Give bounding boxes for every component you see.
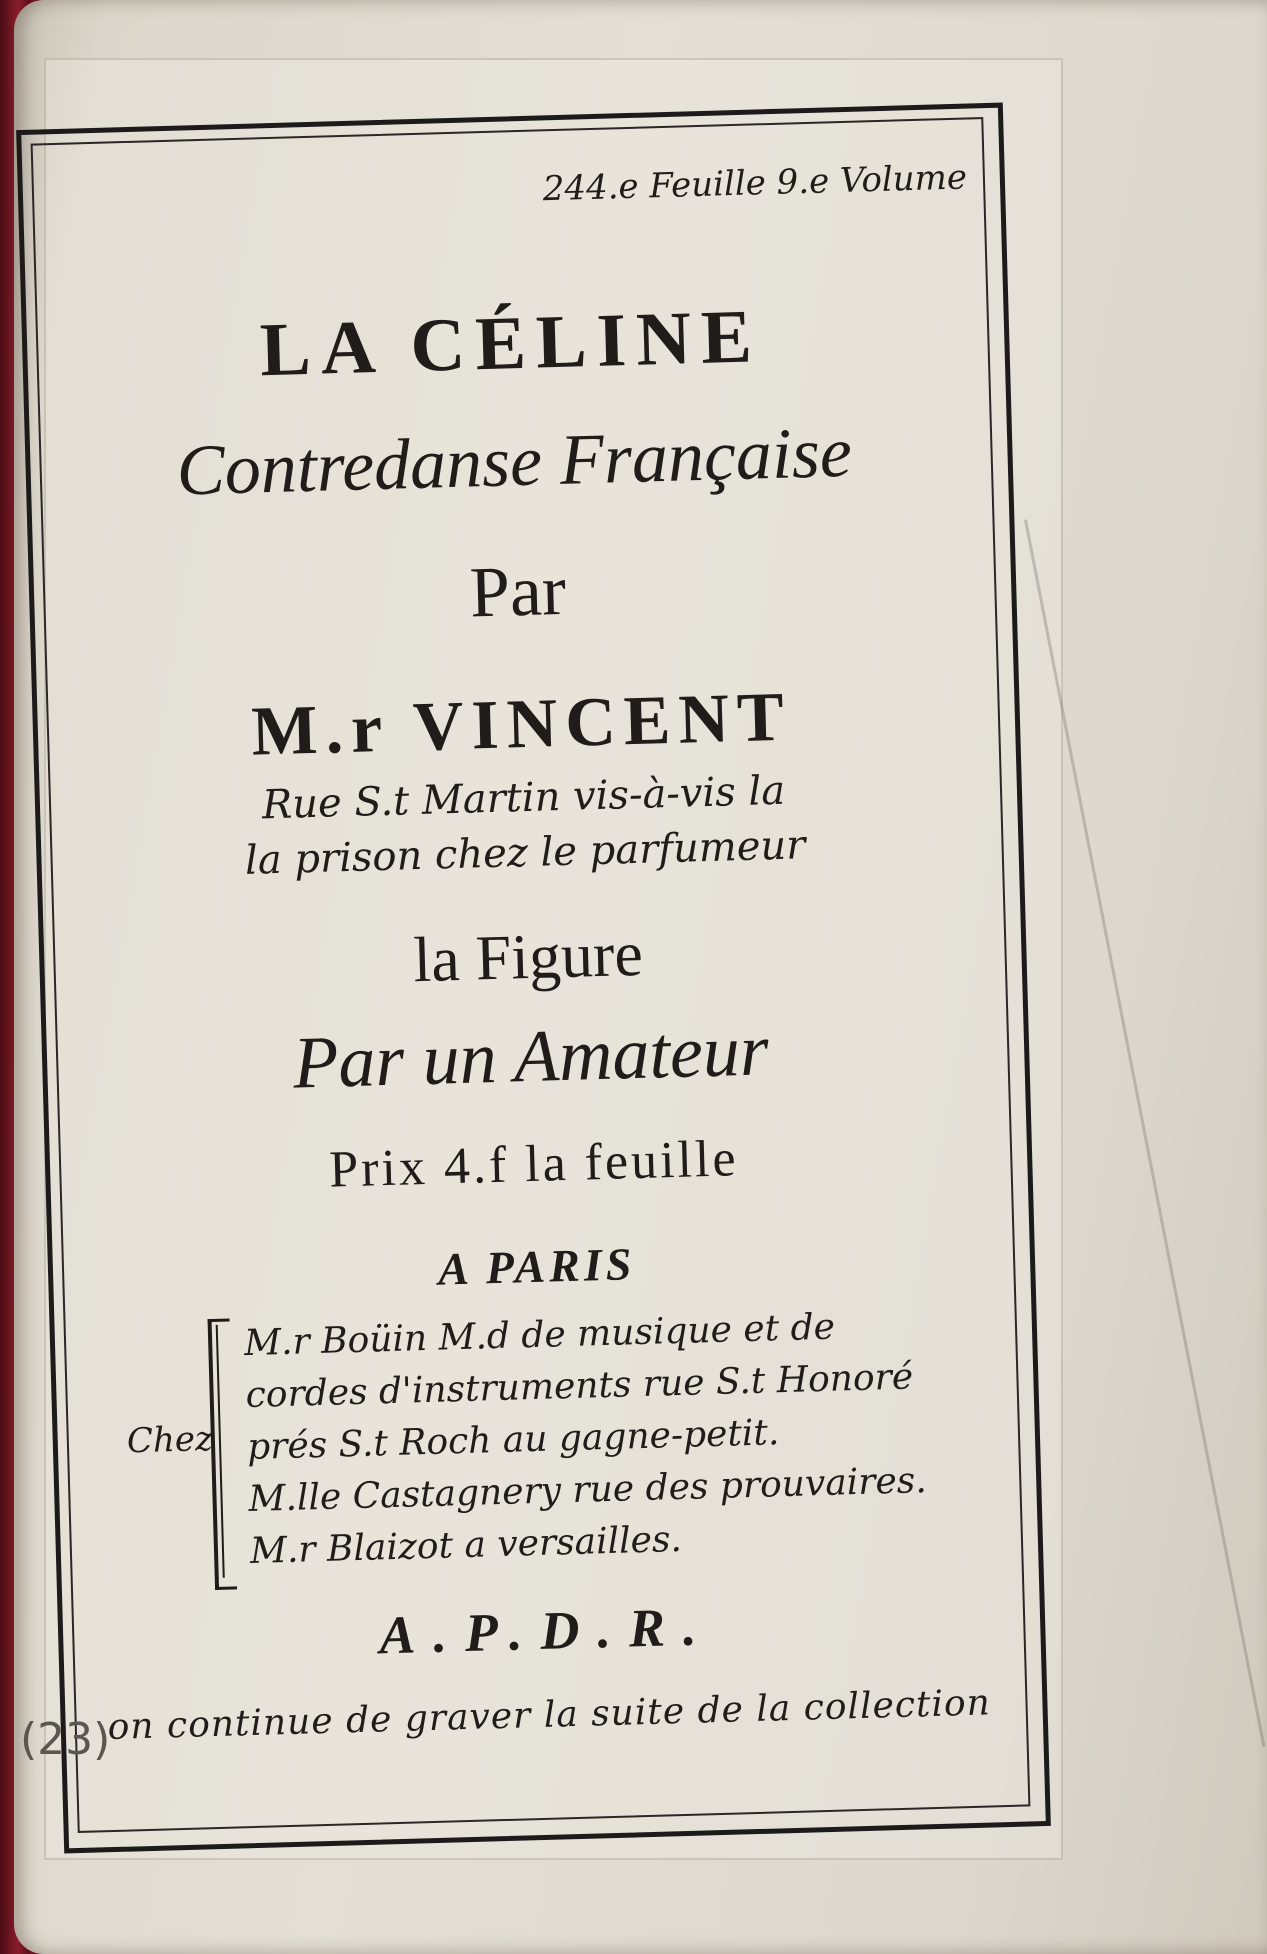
pencil-annotation: (23): [20, 1714, 111, 1765]
privilege-mark: A.P.D.R.: [378, 1596, 716, 1666]
seller-line: M.r Boüin M.d de musique et de: [243, 1306, 836, 1365]
figure-author: Par un Amateur: [292, 1009, 770, 1105]
place-of-publication: A PARIS: [437, 1238, 636, 1295]
chez-label: Chez: [126, 1419, 214, 1462]
page-subtitle: Contredanse Française: [175, 411, 853, 511]
address-line: Rue S.t Martin vis-à-vis la: [261, 767, 786, 829]
folio-number: 244.e Feuille 9.e Volume: [542, 157, 968, 210]
seller-line: M.r Blaizot a versailles.: [249, 1518, 683, 1572]
continuation-note: on continue de graver la suite de la collection: [107, 1682, 992, 1749]
seller-list: [244, 1299, 929, 1578]
figure-label: la Figure: [412, 917, 644, 996]
seller-line: prés S.t Roch au gagne-petit.: [246, 1412, 780, 1469]
price-line: Prix 4.f la feuille: [328, 1130, 740, 1199]
seller-line: cordes d'instruments rue S.t Honoré: [245, 1356, 914, 1417]
by-label: Par: [468, 549, 567, 633]
sellers-block: [126, 1298, 954, 1572]
title-page-content: [31, 117, 1027, 1829]
seller-line: M.lle Castagnery rue des prouvaires.: [248, 1460, 928, 1521]
book-page: [14, 0, 1267, 1954]
page-title: LA CÉLINE: [258, 294, 763, 393]
address-line: la prison chez le parfumeur: [244, 822, 806, 884]
composer-name: M.r VINCENT: [250, 678, 793, 771]
